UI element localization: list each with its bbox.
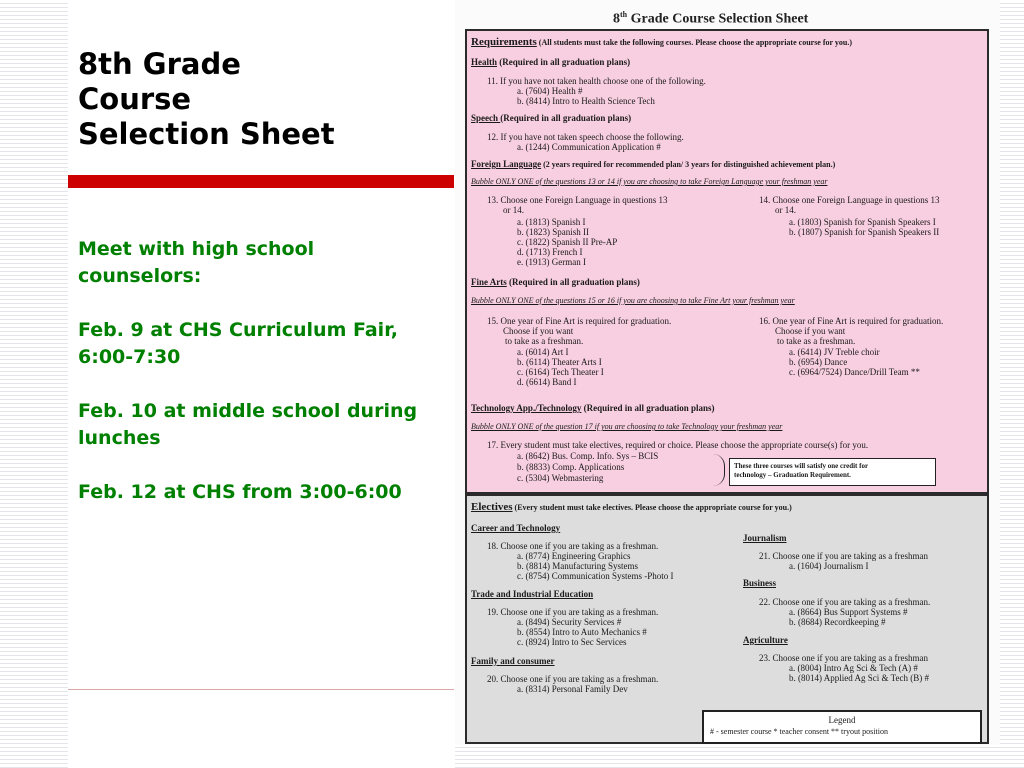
course-option: c. (6164) Tech Theater I [517, 367, 604, 377]
course-option: d. (6614) Band I [517, 377, 577, 387]
business-heading: Business [743, 578, 777, 588]
question-text: or 14. [775, 205, 796, 215]
question-text: 11. If you have not taken health choose one of the following. [487, 76, 706, 86]
course-option: c. (6964/7524) Dance/Drill Team ** [789, 367, 920, 377]
course-option: b. (6954) Dance [789, 357, 848, 367]
bullet-text: Feb. 10 at middle school during lunches [78, 400, 418, 449]
foreign-language-heading: Foreign Language (2 years required for recommended plan/ 3 years for distinguished achievement plan.) [471, 159, 836, 169]
career-tech-heading: Career and Technology [471, 523, 561, 533]
course-option: a. (8314) Personal Family Dev [517, 684, 628, 694]
legend-box [702, 710, 982, 744]
speech-heading: Speech (Required in all graduation plans) [471, 113, 632, 123]
question-text: 17. Every student must take electives, required or choice. Please choose the appropriate course(s) for you. [487, 440, 869, 450]
course-option: a. (1604) Journalism I [789, 561, 869, 571]
course-sheet-image [455, 0, 1000, 745]
question-text: 20. Choose one if you are taking as a freshman. [487, 674, 659, 684]
course-option: c. (1822) Spanish II Pre-AP [517, 237, 618, 247]
bottom-divider [68, 689, 454, 690]
course-option: b. (8684) Recordkeeping # [789, 617, 886, 627]
question-text: 16. One year of Fine Art is required for graduation. [759, 316, 944, 326]
technology-note [729, 458, 936, 486]
course-option: a. (7604) Health # [517, 86, 583, 96]
course-option: c. (8754) Communication Systems -Photo I [517, 571, 674, 581]
bullet-text: Feb. 9 at CHS Curriculum Fair, 6:00-7:30 [78, 319, 398, 368]
family-heading: Family and consumer [471, 656, 555, 666]
bullet-text: Meet with high school counselors: [78, 238, 315, 287]
question-text: Choose if you want [503, 326, 574, 336]
question-text: 22. Choose one if you are taking as a freshman. [759, 597, 931, 607]
course-option: a. (8642) Bus. Comp. Info. Sys – BCIS [517, 451, 659, 461]
course-option: a. (8004) Intro Ag Sci & Tech (A) # [789, 663, 918, 673]
bubble-instruction: Bubble ONLY ONE of the questions 15 or 16 if you are choosing to take Fine Art your freshman year [471, 296, 795, 305]
question-text: or 14. [503, 205, 524, 215]
course-option: b. (8833) Comp. Applications [517, 462, 625, 472]
slide-bullet-list [78, 236, 418, 533]
slide-title [78, 47, 398, 152]
title-line: 8th Grade [78, 47, 241, 81]
bubble-instruction: Bubble ONLY ONE of the questions 13 or 14 if you are choosing to take Foreign Language your freshman year [471, 177, 828, 186]
electives-heading: Electives (Every student must take electives. Please choose the appropriate course for you.) [471, 501, 792, 513]
course-option: b. (8814) Manufacturing Systems [517, 561, 638, 571]
question-text: 13. Choose one Foreign Language in questions 13 [487, 195, 668, 205]
course-option: b. (6114) Theater Arts I [517, 357, 602, 367]
legend-title: Legend [828, 715, 856, 725]
question-text: 15. One year of Fine Art is required for graduation. [487, 316, 672, 326]
bubble-instruction: Bubble ONLY ONE of the question 17 if you are choosing to take Technology your freshman year [471, 422, 783, 431]
note-text: technology – Graduation Requirement. [734, 471, 851, 479]
course-option: a. (1813) Spanish I [517, 217, 586, 227]
question-text: 19. Choose one if you are taking as a freshman. [487, 607, 659, 617]
technology-heading: Technology App./Technology (Required in all graduation plans) [471, 403, 715, 413]
question-text: 12. If you have not taken speech choose the following. [487, 132, 684, 142]
course-option: a. (1803) Spanish for Spanish Speakers I [789, 217, 936, 227]
note-text: These three courses will satisfy one credit for [734, 462, 869, 470]
course-option: b. (1823) Spanish II [517, 227, 589, 237]
course-option: c. (8924) Intro to Sec Services [517, 637, 627, 647]
question-text: to take as a freshman. [777, 336, 856, 346]
question-text: 18. Choose one if you are taking as a freshman. [487, 541, 659, 551]
bullet-text: Feb. 12 at CHS from 3:00-6:00 [78, 481, 402, 503]
sheet-title: 8th Grade Course Selection Sheet [613, 10, 809, 27]
health-heading: Health (Required in all graduation plans) [471, 57, 631, 67]
course-option: a. (8664) Bus Support Systems # [789, 607, 908, 617]
fine-arts-heading: Fine Arts (Required in all graduation plans) [471, 277, 640, 287]
course-option: d. (1713) French I [517, 247, 583, 257]
title-line: Course [78, 82, 192, 116]
course-option: a. (6014) Art I [517, 347, 569, 357]
trade-heading: Trade and Industrial Education [471, 589, 594, 599]
requirements-heading: Requirements (All students must take the following courses. Please choose the appropriate course for you.) [471, 36, 853, 48]
question-text: 21. Choose one if you are taking as a freshman [759, 551, 928, 561]
journalism-heading: Journalism [743, 533, 787, 543]
title-accent-bar [68, 175, 454, 188]
brace-icon [712, 454, 725, 486]
course-option: a. (8494) Security Services # [517, 617, 622, 627]
question-text: 23. Choose one if you are taking as a freshman [759, 653, 928, 663]
requirements-section [465, 29, 989, 494]
course-option: a. (1244) Communication Application # [517, 142, 661, 152]
course-option: a. (6414) JV Treble choir [789, 347, 880, 357]
title-line: Selection Sheet [78, 117, 335, 151]
legend-text: # - semester course * teacher consent ** tryout position [710, 727, 888, 736]
course-option: b. (8554) Intro to Auto Mechanics # [517, 627, 647, 637]
question-text: to take as a freshman. [505, 336, 584, 346]
question-text: Choose if you want [775, 326, 846, 336]
question-text: 14. Choose one Foreign Language in questions 13 [759, 195, 940, 205]
course-option: b. (8014) Applied Ag Sci & Tech (B) # [789, 673, 929, 683]
electives-section [465, 494, 989, 744]
agriculture-heading: Agriculture [743, 635, 788, 645]
course-option: e. (1913) German I [517, 257, 586, 267]
course-option: b. (8414) Intro to Health Science Tech [517, 96, 655, 106]
course-option: b. (1807) Spanish for Spanish Speakers II [789, 227, 940, 237]
course-option: a. (8774) Engineering Graphics [517, 551, 631, 561]
course-option: c. (5304) Webmastering [517, 473, 604, 483]
